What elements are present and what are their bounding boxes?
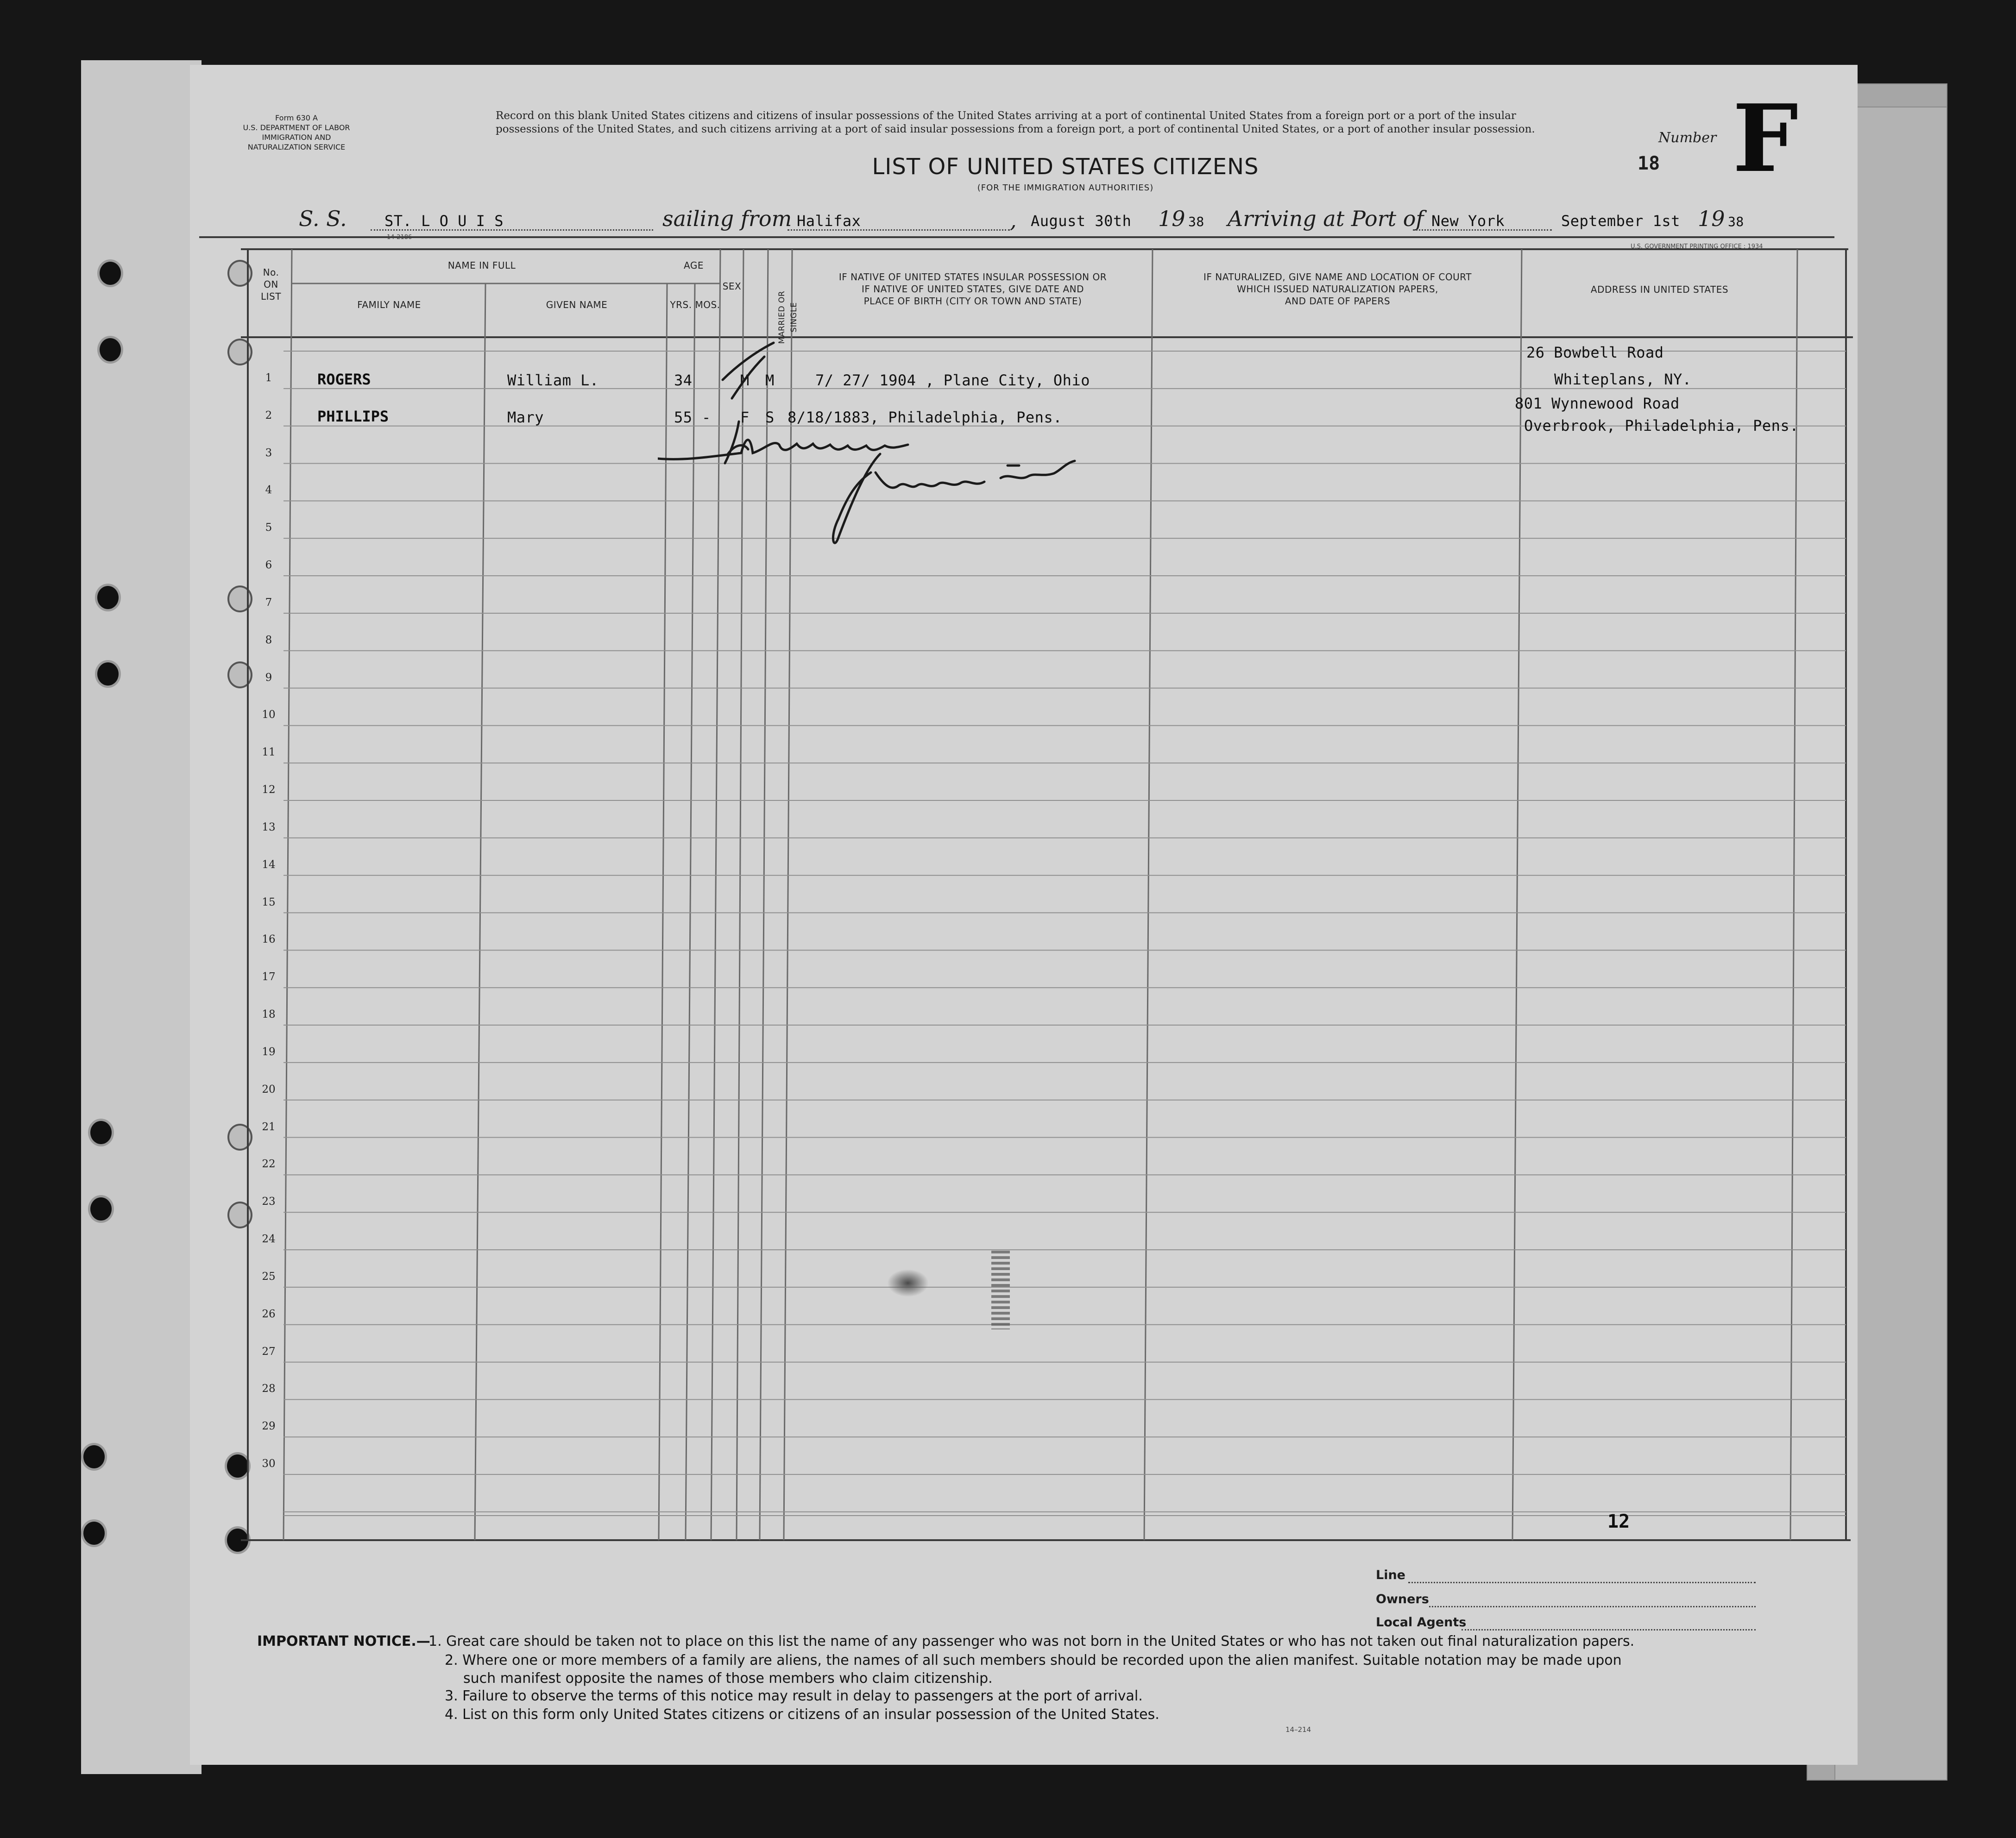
- entry-1-address-1: 26 Bowbell Road: [1526, 344, 1664, 361]
- entry-1-marital: M: [765, 371, 775, 389]
- col-header-naturalized-2: WHICH ISSUED NATURALIZATION PAPERS,: [1237, 283, 1438, 295]
- row-number: 27: [262, 1345, 276, 1358]
- col-header-naturalized: [1153, 271, 1522, 307]
- row-number: 17: [262, 971, 276, 983]
- entry-2-yrs: 55: [674, 409, 693, 426]
- footer-owners-label: Owners: [1376, 1592, 1429, 1606]
- entry-1-yrs: 34: [674, 371, 693, 389]
- col-header-no-3: LIST: [261, 291, 281, 302]
- notice-2b: such manifest opposite the names of those members who claim citizenship.: [463, 1670, 993, 1687]
- row-number: 29: [262, 1420, 276, 1433]
- year-suffix-1: 38: [1188, 214, 1204, 229]
- year-prefix-1: 19: [1158, 206, 1185, 231]
- col-header-address: ADDRESS IN UNITED STATES: [1590, 284, 1729, 295]
- row-number: 25: [262, 1270, 276, 1283]
- number-label: Number: [1658, 130, 1717, 146]
- col-header-no-1: No.: [263, 267, 279, 278]
- col-header-native: [792, 271, 1153, 307]
- entry-1-birth: 7/ 27/ 1904 , Plane City, Ohio: [815, 371, 1090, 389]
- footer-agents-dots: [1462, 1629, 1756, 1630]
- row-number: 18: [262, 1008, 276, 1021]
- row-number: 20: [262, 1083, 276, 1095]
- form-department: U.S. DEPARTMENT OF LABOR: [243, 123, 350, 132]
- form-code: 14-2186: [387, 234, 412, 241]
- form-service-1: IMMIGRATION AND: [262, 133, 331, 142]
- year-suffix-2: 38: [1728, 214, 1744, 229]
- form-id: Form 630 A: [275, 113, 318, 122]
- col-header-no-2: ON: [264, 279, 278, 290]
- footer-line-dots: [1408, 1582, 1756, 1583]
- col-header-mos: MOS.: [695, 299, 720, 310]
- notice-2a: 2. Where one or more members of a family are aliens, the names of all such members should be recorded upon the alien manifest. Suitable notation may be made upon: [445, 1652, 1622, 1668]
- col-header-yrs: YRS.: [670, 299, 692, 310]
- col-header-naturalized-1: IF NATURALIZED, GIVE NAME AND LOCATION OF COURT: [1203, 271, 1472, 283]
- col-header-given-name: GIVEN NAME: [546, 299, 608, 310]
- ink-smudge: [887, 1269, 929, 1297]
- col-header-age: AGE: [684, 260, 704, 271]
- year-prefix-2: 19: [1698, 206, 1725, 231]
- row-number: 10: [262, 709, 276, 721]
- row-number: 8: [265, 634, 272, 646]
- notice-heading: IMPORTANT NOTICE.—: [257, 1633, 430, 1649]
- arrival-date: September 1st: [1561, 212, 1680, 230]
- signature-2: [825, 445, 1126, 547]
- stamp-mark: [991, 1251, 1010, 1329]
- entry-2-birth: 8/18/1883, Philadelphia, Pens.: [788, 409, 1062, 426]
- page-title: LIST OF UNITED STATES CITIZENS: [872, 154, 1259, 180]
- row-number: 1: [265, 371, 272, 384]
- entry-2-address-1: 801 Wynnewood Road: [1515, 395, 1680, 412]
- footer-agents-label: Local Agents: [1376, 1615, 1467, 1630]
- row-number: 19: [262, 1045, 276, 1058]
- notice-3: 3. Failure to observe the terms of this notice may result in delay to passengers at the port of arrival.: [445, 1688, 1143, 1704]
- col-header-no: [250, 266, 292, 302]
- entry-2-address-2: Overbrook, Philadelphia, Pens.: [1524, 417, 1799, 434]
- entry-1-address-2: Whiteplans, NY.: [1554, 371, 1692, 388]
- row-number: 11: [262, 746, 276, 759]
- row-number: 14: [262, 858, 276, 871]
- col-header-native-3: PLACE OF BIRTH (CITY OR TOWN AND STATE): [863, 296, 1082, 307]
- col-header-native-1: IF NATIVE OF UNITED STATES INSULAR POSSESSION OR: [838, 271, 1107, 283]
- page-number: 18: [1638, 153, 1660, 174]
- row-number: 15: [262, 896, 276, 908]
- row-number: 4: [265, 484, 272, 497]
- row-number: 7: [265, 596, 272, 609]
- row-number: 6: [265, 559, 272, 572]
- number-letter: F: [1732, 84, 1798, 193]
- entry-1-given: William L.: [507, 371, 599, 389]
- col-header-naturalized-3: AND DATE OF PAPERS: [1285, 296, 1391, 307]
- arriving-label: Arriving at Port of: [1228, 206, 1424, 231]
- notice-1: 1. Great care should be taken not to place on this list the name of any passenger who was not born in the United States or who has not taken out final naturalization papers.: [428, 1633, 1635, 1649]
- col-header-family-name: FAMILY NAME: [357, 299, 421, 310]
- footer-line-label: Line: [1376, 1568, 1405, 1582]
- footer-code: 14–214: [1285, 1725, 1311, 1734]
- row-number: 2: [265, 409, 272, 422]
- entry-2-family: PHILLIPS: [317, 408, 389, 425]
- row-number: 9: [265, 671, 272, 684]
- col-header-native-2: IF NATIVE OF UNITED STATES, GIVE DATE AND: [861, 283, 1084, 295]
- col-header-name-in-full: NAME IN FULL: [447, 260, 516, 271]
- tick-marks: [713, 334, 788, 426]
- row-number: 3: [265, 447, 272, 459]
- bottom-number: 12: [1607, 1511, 1630, 1532]
- entry-2-sex: F: [740, 409, 750, 426]
- row-number: 28: [262, 1383, 276, 1395]
- row-number: 5: [265, 522, 272, 534]
- row-number: 12: [262, 784, 276, 796]
- sailing-label: sailing from: [662, 206, 792, 231]
- departure-port: Halifax: [797, 212, 861, 230]
- row-number: 26: [262, 1308, 276, 1320]
- record-note: Record on this blank United States citizens and citizens of insular possessions of the United States arriving at a port of continental United States from a foreign port or a port of the insular possessions of the United States, and such citizens arriving at a port of said insular possessions from a foreign port, a port of continental United States, or a port of another insular possession.: [496, 110, 1535, 135]
- ss-label: S. S.: [299, 206, 347, 231]
- row-number: 21: [262, 1120, 276, 1133]
- notice-4: 4. List on this form only United States citizens or citizens of an insular possession of the United States.: [445, 1706, 1159, 1723]
- arrival-port: New York: [1431, 212, 1505, 230]
- page-subtitle: (FOR THE IMMIGRATION AUTHORITIES): [977, 183, 1154, 193]
- ship-name: ST. L O U I S: [384, 212, 504, 230]
- row-number: 30: [262, 1458, 276, 1470]
- col-header-married: MARRIED OR SINGLE: [777, 290, 799, 344]
- printer-note: U.S. GOVERNMENT PRINTING OFFICE : 1934: [1631, 243, 1763, 250]
- row-number: 24: [262, 1233, 276, 1246]
- comma: ,: [1010, 208, 1017, 233]
- entry-2-given: Mary: [507, 409, 544, 426]
- row-number: 16: [262, 933, 276, 946]
- row-number: 22: [262, 1158, 276, 1171]
- col-header-sex: SEX: [722, 281, 742, 292]
- departure-date: August 30th: [1031, 212, 1132, 230]
- entry-2-marital: S: [765, 409, 775, 426]
- row-number: 23: [262, 1196, 276, 1208]
- form-service-2: NATURALIZATION SERVICE: [247, 143, 346, 151]
- entry-1-family: ROGERS: [317, 371, 371, 388]
- entry-1-sex: M: [740, 371, 750, 389]
- footer-owners-dots: [1429, 1606, 1756, 1607]
- row-number: 13: [262, 821, 276, 833]
- entry-2-mos: -: [702, 409, 711, 426]
